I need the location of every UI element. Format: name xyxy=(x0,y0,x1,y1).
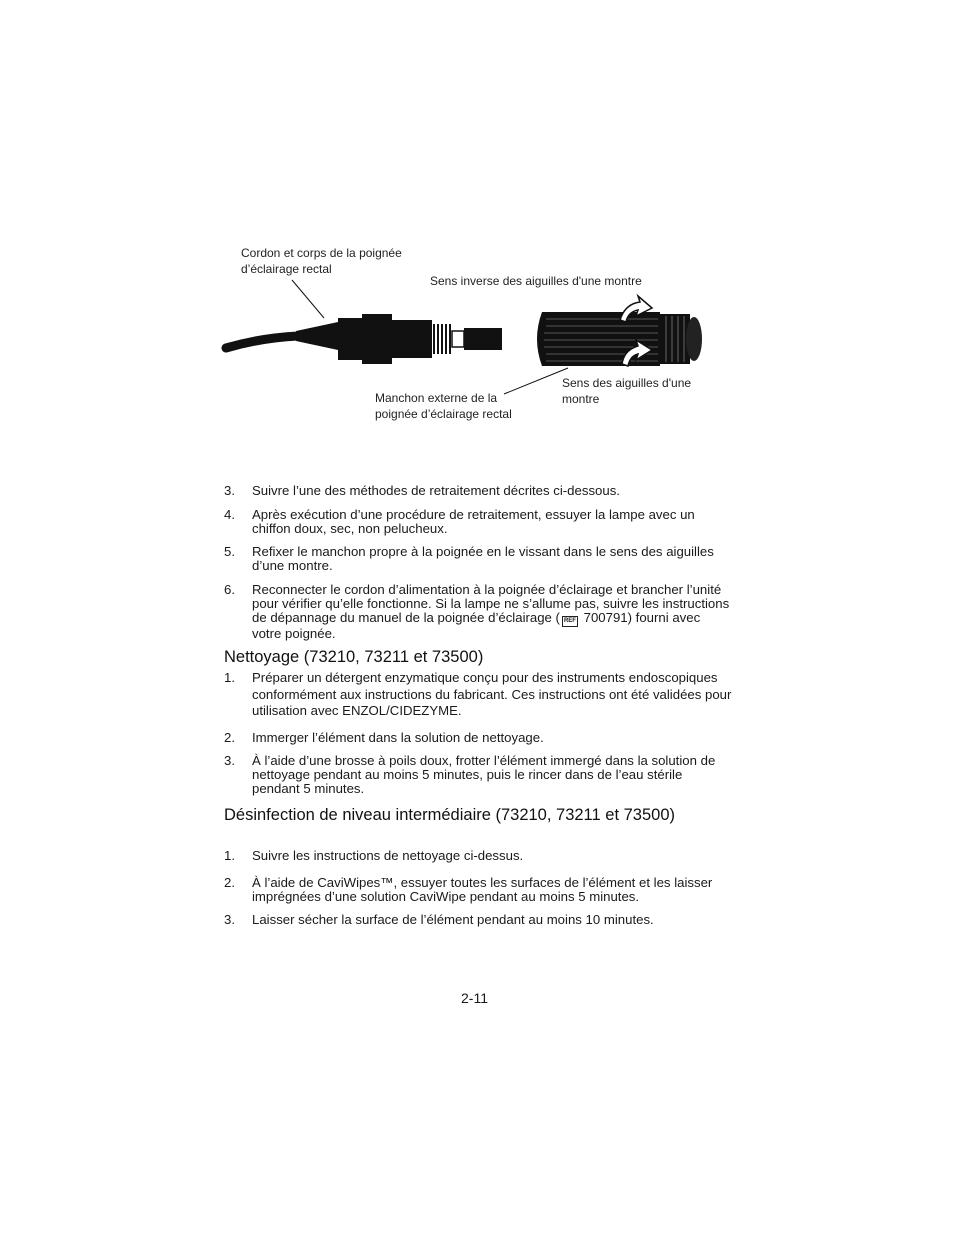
step-text: Après exécution d’une procédure de retraitement, essuyer la lampe avec un chiffon doux, sec, non pelucheux. xyxy=(252,507,695,536)
step-text-after: 700791) fourni avec votre poignée. xyxy=(252,610,701,641)
step-number: 6. xyxy=(224,582,235,597)
step-number: 2. xyxy=(224,875,235,890)
step-text: Refixer le manchon propre à la poignée en le vissant dans le sens des aiguilles d’une montre. xyxy=(252,544,714,573)
step-text: Préparer un détergent enzymatique conçu pour des instruments endoscopiques conformément aux instructions du fabricant. Ces instructions ont été validées pour utilisation avec ENZOL/CIDEZYME. xyxy=(252,670,732,718)
step-number: 5. xyxy=(224,544,235,559)
step-text: Suivre les instructions de nettoyage ci-dessus. xyxy=(252,848,524,863)
step-number: 3. xyxy=(224,753,235,768)
step-text: À l’aide de CaviWipes™, essuyer toutes les surfaces de l’élément et les laisser imprégnées d’une solution CaviWipe pendant au moins 5 minutes. xyxy=(252,875,713,904)
step-text: Immerger l’élément dans la solution de nettoyage. xyxy=(252,730,544,745)
section-title-disinfection: Désinfection de niveau intermédiaire (73210, 73211 et 73500) xyxy=(224,806,675,824)
step-number: 4. xyxy=(224,507,235,522)
label-outer-sleeve: Manchon externe de la poignée d’éclairage rectal xyxy=(375,391,512,421)
step-number: 3. xyxy=(224,483,235,498)
label-clockwise: Sens des aiguilles d'une montre xyxy=(562,376,692,406)
label-counterclockwise: Sens inverse des aiguilles d'une montre xyxy=(430,274,642,288)
label-cord-body: Cordon et corps de la poignée d’éclairage rectal xyxy=(241,246,402,276)
section-title-cleaning: Nettoyage (73210, 73211 et 73500) xyxy=(224,648,484,666)
step-text: Laisser sécher la surface de l’élément pendant au moins 10 minutes. xyxy=(252,912,654,927)
step-text xyxy=(252,583,732,641)
step-text: Suivre l’une des méthodes de retraitement décrites ci-dessous. xyxy=(252,483,620,498)
step-number: 1. xyxy=(224,670,235,685)
step-number: 3. xyxy=(224,912,235,927)
ref-icon: REF xyxy=(562,616,578,627)
step-number: 1. xyxy=(224,848,235,863)
step-text-before: Reconnecter le cordon d’alimentation à la poignée d’éclairage et brancher l’unité pour vérifier qu’elle fonctionne. Si la lampe ne s’allume pas, suivre les instructions de dépannage du manuel de la poignée d’éclairage ( xyxy=(252,582,730,625)
step-text: À l’aide d’une brosse à poils doux, frotter l’élément immergé dans la solution de nettoyage pendant au moins 5 minutes, puis le rincer dans de l’eau stérile pendant 5 minutes. xyxy=(252,753,716,796)
page-number: 2-11 xyxy=(461,990,488,1006)
step-number: 2. xyxy=(224,730,235,745)
